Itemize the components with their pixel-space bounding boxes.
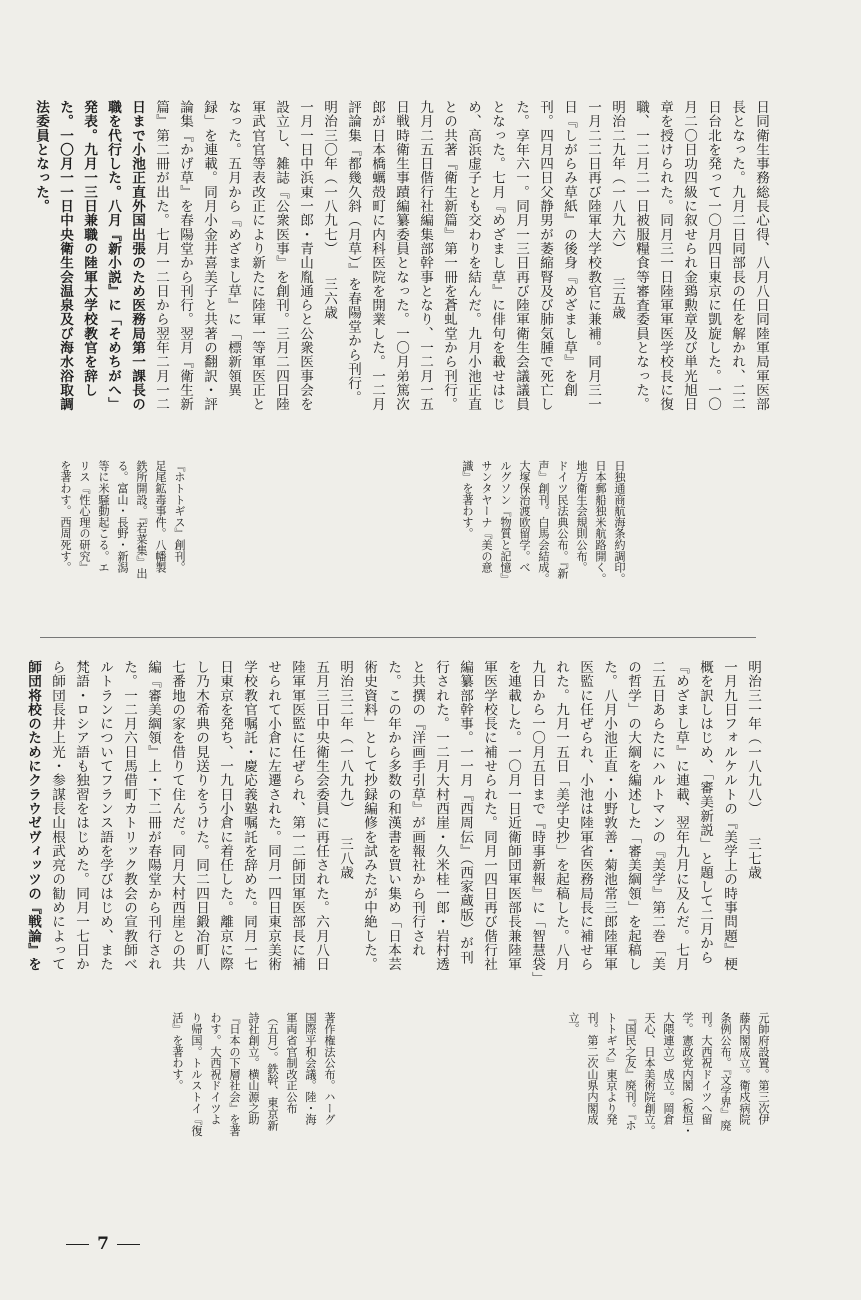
text-line: 論集『かげ草』を春陽堂から刊行。翌月『衛生新 bbox=[177, 100, 193, 412]
page-number bbox=[58, 1232, 148, 1256]
text-line: た。一二月六日馬借町カトリック教会の宣教師べ bbox=[121, 660, 137, 972]
text-line: を連載した。一〇月一日近衛師団軍医部長兼陸軍 bbox=[505, 660, 521, 972]
text-line: 二五日あらたにハルトマンの『美学』第二巻「美 bbox=[649, 660, 665, 972]
text-line: 郎が日本橋蠣殻町に内科医院を開業した。一二月 bbox=[369, 100, 385, 412]
text-line: 刊。大西祝ドイツへ留 bbox=[700, 1012, 713, 1125]
text-line: わす。大西祝ドイツよ bbox=[209, 1012, 222, 1125]
text-line: （五月）。鉄幹、東京新 bbox=[266, 1012, 279, 1131]
text-line: ら師団長井上光・参謀長山根武亮の勧めによって bbox=[49, 660, 65, 972]
text-line: トトギス』東京より発 bbox=[605, 1012, 618, 1125]
text-line: 職を代行した。八月『新小説』に「そめちがへ」 bbox=[105, 100, 121, 412]
page-number-value: 7 bbox=[97, 1234, 109, 1254]
text-line: 明治二九年（一八九六） 三五歳 bbox=[609, 100, 625, 320]
text-line: 足尾鉱毒事件。八幡製 bbox=[154, 460, 167, 573]
top-side-notes-1897 bbox=[49, 460, 189, 610]
text-line: リス『性心理の研究』 bbox=[78, 460, 91, 573]
text-line: 軍両省官制改正公布 bbox=[285, 1012, 298, 1114]
text-line: 活』を著わす。 bbox=[171, 1012, 184, 1092]
text-line: ドイツ民法典公布。『新 bbox=[556, 460, 569, 579]
text-line: 編纂部幹事。一一月『西周伝』（西家蔵版）が刊 bbox=[457, 660, 473, 965]
text-line: 『ホトトギス』創刊。 bbox=[173, 460, 186, 573]
text-line: 日本郵船独米航路開く。 bbox=[594, 460, 607, 585]
text-line: 条例公布。『文学界』廃 bbox=[719, 1012, 732, 1131]
section-divider bbox=[40, 637, 756, 638]
text-line: 天心、日本美術院創立。 bbox=[643, 1012, 656, 1137]
text-line: 等に米騒動起こる。エ bbox=[97, 460, 110, 573]
page-number-dash-left bbox=[66, 1244, 89, 1245]
text-line: 大塚保治渡欧留学。べ bbox=[518, 460, 531, 573]
text-line: 日『しがらみ草紙』の後身『めざまし草』を創 bbox=[561, 100, 577, 398]
text-line: ルトランについてフランス語を学びはじめ、また bbox=[97, 660, 113, 972]
text-line: 長となった。九月二日同部長の任を解かれ、二二 bbox=[729, 100, 745, 412]
text-line: 月二〇日功四級に叙せられ金鵄勲章及び単光旭日 bbox=[681, 100, 697, 412]
text-line: 明治三一年（一八九八） 三七歳 bbox=[745, 660, 761, 880]
text-line: る。富山・長野・新潟 bbox=[116, 460, 129, 573]
text-line: 国際平和会議。陸・海 bbox=[304, 1012, 317, 1125]
text-line: れた。九月一五日「美学史抄」を起稿した。八月 bbox=[553, 660, 569, 972]
text-line: サンタヤーナ『美の意 bbox=[480, 460, 493, 573]
text-line: 七番地の家を借りて住んだ。同月大村西崖との共 bbox=[169, 660, 185, 972]
text-line: 職、一二月二一日被服糧食等審査委員となった。 bbox=[633, 100, 649, 412]
text-line: 詩社創立。横山源之助 bbox=[247, 1012, 260, 1125]
text-line: 日戦時衛生事蹟編纂委員となった。一〇月弟篤次 bbox=[393, 100, 409, 412]
text-line: 五月三日中央衛生会委員に再任された。六月八日 bbox=[313, 660, 329, 972]
text-line: 軍医学校長に補せられた。同月一四日再び偕行社 bbox=[481, 660, 497, 972]
text-line: 設立し、雑誌『公衆医事』を創刊。三月二四日陸 bbox=[273, 100, 289, 412]
text-line: 医監に任ぜられ、小池は陸軍省医務局長に補せら bbox=[577, 660, 593, 972]
text-line: 章を授けられた。同月三一日陸軍軍医学校長に復 bbox=[657, 100, 673, 412]
text-line: 九月二五日偕行社編集部幹事となり、一二月一五 bbox=[417, 100, 433, 412]
top-side-notes-1896 bbox=[451, 460, 629, 610]
text-line: 九日から一〇月五日まで『時事新報』に「智慧袋」 bbox=[529, 660, 545, 986]
text-line: 元帥府設置。第三次伊 bbox=[757, 1012, 770, 1125]
text-line: ルグソン『物質と記憶』 bbox=[499, 460, 512, 585]
text-line: 立。 bbox=[567, 1012, 580, 1035]
text-line: 学。憲政党内閣（板垣・ bbox=[681, 1012, 694, 1137]
text-line: 著作権法公布。ハーグ bbox=[323, 1012, 336, 1125]
text-line: 一月九日フォルケルトの『美学上の時事問題』梗 bbox=[721, 660, 737, 972]
text-line: 『日本の下層社会』を著 bbox=[228, 1012, 241, 1137]
text-line: 大隈連立）成立。岡倉 bbox=[662, 1012, 675, 1125]
text-line: 行された。一二月大村西崖・久米桂一郎・岩村透 bbox=[433, 660, 449, 972]
text-line: 刊。第二次山県内閣成 bbox=[586, 1012, 599, 1125]
text-line: の哲学」の大綱を編述した「審美綱領」を起稿し bbox=[625, 660, 641, 972]
text-line: 篇』第二冊が出た。七月一二日から翌年二月一二 bbox=[153, 100, 169, 412]
text-line: 明治三〇年（一八九七） 三六歳 bbox=[321, 100, 337, 320]
text-line: と共撰の『洋画手引草』が画報社から刊行され bbox=[409, 660, 425, 958]
text-line: 識』を著わす。 bbox=[461, 460, 474, 540]
text-line: た。享年六一。同月一三日再び陸軍衛生会議議員 bbox=[513, 100, 529, 412]
text-line: 『めざまし草』に連載、翌年九月に及んだ。七月 bbox=[673, 660, 689, 972]
text-line: 声』創刊。白馬会結成。 bbox=[537, 460, 550, 585]
text-line: 法委員となった。 bbox=[33, 100, 49, 214]
text-line: 刊。四月四日父静男が萎縮腎及び肺気腫で死亡し bbox=[537, 100, 553, 412]
text-line: り帰国。トルストイ『復 bbox=[190, 1012, 203, 1137]
text-line: 軍武官官等表改正により新たに陸軍一等軍医正と bbox=[249, 100, 265, 412]
text-line: 日台北を発って一〇月四日東京に凱旋した。一〇 bbox=[705, 100, 721, 412]
text-line: 梵語・ロシア語も独習をはじめた。同月一七日か bbox=[73, 660, 89, 972]
text-line: 概を訳しはじめ、「審美新説」と題して二月から bbox=[697, 660, 713, 965]
text-line: 『国民之友』廃刊。『ホ bbox=[624, 1012, 637, 1131]
text-line: 日独通商航海条約調印。 bbox=[613, 460, 626, 585]
text-line: せられて小倉に左遷された。同月一四日東京美術 bbox=[265, 660, 281, 972]
text-line: 録」を連載。同月小金井喜美子と共著の翻訳・評 bbox=[201, 100, 217, 412]
text-line: 学校教官嘱託・慶応義塾嘱託を辞めた。同月一七 bbox=[241, 660, 257, 972]
text-line: た。一〇月一一日中央衛生会温泉及び海水浴取調 bbox=[57, 100, 73, 412]
bottom-side-notes-1899 bbox=[161, 1012, 339, 1162]
bottom-main-text bbox=[5, 660, 765, 1020]
text-line: 評論集『都幾久斜（月草）』を春陽堂から刊行。 bbox=[345, 100, 361, 405]
text-line: なった。五月から『めざまし草』に「標新領異 bbox=[225, 100, 241, 398]
text-line: し乃木希典の見送りをうけた。同二四日鍛冶町八 bbox=[193, 660, 209, 972]
text-line: 発表。九月一三日兼職の陸軍大学校教官を辞し bbox=[81, 100, 97, 398]
text-line: との共著『衛生新篇』第一冊を蒼虬堂から刊行。 bbox=[441, 100, 457, 412]
text-line: 一月一日中浜東一郎・青山胤通らと公衆医事会を bbox=[297, 100, 313, 412]
text-line: 藤内閣成立。衛戍病院 bbox=[738, 1012, 751, 1125]
bottom-side-notes-1898 bbox=[555, 1012, 773, 1162]
text-line: を著わす。西周死す。 bbox=[59, 460, 72, 573]
text-line: 地方衛生会規則公布。 bbox=[575, 460, 588, 573]
text-line: 日まで小池正直外国出張のため医務局第一課長の bbox=[129, 100, 145, 412]
text-line: 明治三二年（一八九九） 三八歳 bbox=[337, 660, 353, 880]
text-line: た。この年から多数の和漢書を買い集め「日本芸 bbox=[385, 660, 401, 972]
text-line: 陸軍軍医監に任ぜられ、第一二師団軍医部長に補 bbox=[289, 660, 305, 972]
text-line: 師団将校のためにクラウゼヴィッツの『戦論』を bbox=[25, 660, 41, 972]
text-line: 編『審美綱領』上・下二冊が春陽堂から刊行され bbox=[145, 660, 161, 972]
text-line: た。八月小池正直・小野敦善・菊池常三郎陸軍軍 bbox=[601, 660, 617, 972]
text-line: 日同衛生事務総長心得、八月八日同陸軍局軍医部 bbox=[753, 100, 769, 412]
page-number-dash-right bbox=[117, 1244, 140, 1245]
text-line: 鉄所開設。『若菜集』出 bbox=[135, 460, 148, 579]
text-line: 術史資料」として抄録編修を試みたが中絶した。 bbox=[361, 660, 377, 972]
text-line: 一月二二日再び陸軍大学校教官に兼補。同月三一 bbox=[585, 100, 601, 412]
text-line: め、高浜虚子とも交わりを結んだ。九月小池正直 bbox=[465, 100, 481, 412]
text-line: 日東京を発ち、一九日小倉に着任した。離京に際 bbox=[217, 660, 233, 972]
text-line: となった。七月『めざまし草』に俳句を載せはじ bbox=[489, 100, 505, 412]
